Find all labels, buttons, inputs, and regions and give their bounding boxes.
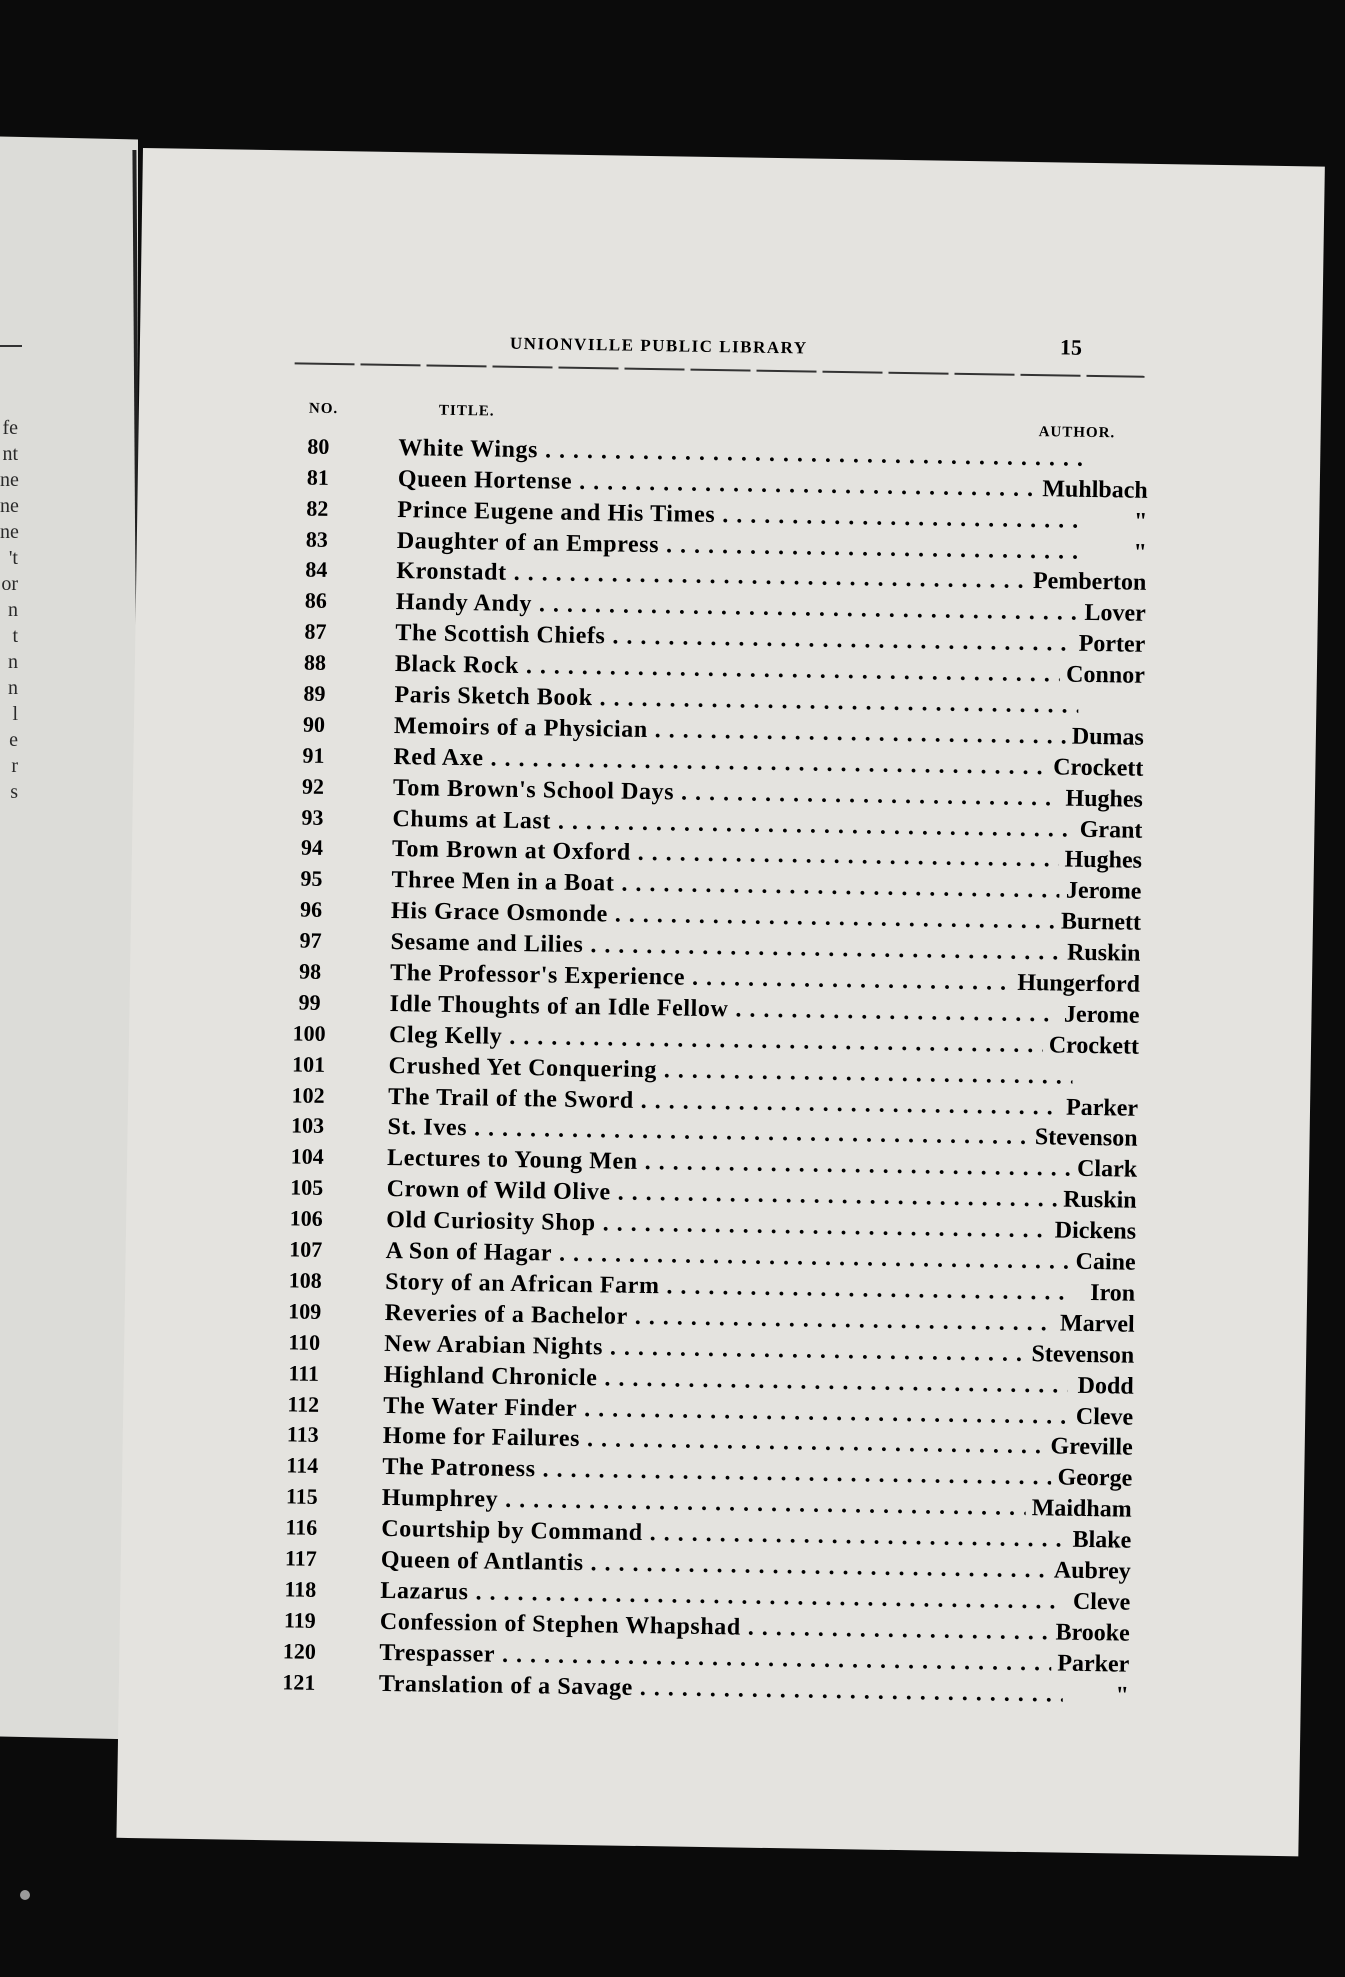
entry-author: Grant <box>1074 814 1143 845</box>
entry-author: Ruskin <box>1057 1185 1137 1216</box>
entry-author: Lover <box>1078 598 1146 629</box>
entry-number: 88 <box>303 649 327 676</box>
entry-title-text: Reveries of a Bachelor <box>384 1299 629 1330</box>
left-page-fragment: n <box>8 651 18 673</box>
entry-title-text: Crown of Wild Olive <box>386 1176 611 1206</box>
entry-title-text: Crushed Yet Conquering <box>388 1052 658 1083</box>
entry-author: Dickens <box>1049 1216 1137 1247</box>
entry-number: 91 <box>302 742 325 768</box>
entry-title-text: The Professor's Experience <box>389 960 686 991</box>
entry-author: Muhlbach <box>1036 474 1148 506</box>
entry-title-text: Black Rock <box>394 651 520 680</box>
entry-number: 111 <box>288 1360 320 1386</box>
entry-title-text: Handy Andy <box>395 589 533 618</box>
entry-title-text: Prince Eugene and His Times <box>397 496 716 528</box>
entry-number: 89 <box>303 680 326 706</box>
entry-author: Dumas <box>1066 721 1144 752</box>
entry-author: Cleve <box>1067 1401 1133 1432</box>
entry-number: 93 <box>301 804 324 830</box>
left-page-fragment: n <box>8 677 18 699</box>
left-page-fragment: nt <box>2 443 18 465</box>
left-page-fragment: fe <box>2 417 18 439</box>
entry-author: Stevenson <box>1029 1123 1138 1155</box>
entry-author: Porter <box>1072 629 1145 660</box>
entry-title-text: Chums at Last <box>392 805 552 835</box>
entry-title-text: Lectures to Young Men <box>386 1145 638 1176</box>
entry-number: 100 <box>292 1020 326 1046</box>
entry-number: 90 <box>302 711 326 737</box>
entry-title-text: Three Men in a Boat <box>391 867 615 897</box>
entry-author: Crockett <box>1043 1030 1140 1062</box>
entry-author: Clark <box>1071 1154 1137 1185</box>
entry-number: 112 <box>287 1390 320 1417</box>
left-page-fragment: 't <box>8 547 18 569</box>
entry-title-text: Confession of Stephen Whapshad <box>379 1608 742 1641</box>
entry-number: 99 <box>298 989 321 1015</box>
entry-title-text: Queen Hortense <box>397 465 573 495</box>
entry-title-text: Idle Thoughts of an Idle Fellow <box>389 990 729 1023</box>
entry-number: 82 <box>306 495 329 521</box>
left-page-fragment: or <box>1 573 18 595</box>
entry-title-text: His Grace Osmonde <box>390 898 609 928</box>
entry-number: 116 <box>285 1514 318 1540</box>
entry-number: 92 <box>301 773 325 799</box>
entry-author: Parker <box>1051 1648 1129 1679</box>
entry-number: 110 <box>288 1329 321 1355</box>
entry-author: George <box>1051 1463 1132 1494</box>
entry-number: 81 <box>306 464 330 490</box>
entry-author: Hungerford <box>1011 968 1140 1000</box>
catalog-entries <box>249 430 1149 1710</box>
entry-title-text: Sesame and Lilies <box>390 929 584 959</box>
header-rule <box>295 362 1145 377</box>
entry-author: Iron <box>1069 1278 1135 1309</box>
entry-number: 109 <box>288 1298 322 1324</box>
entry-author: Connor <box>1060 660 1145 691</box>
entry-number: 86 <box>304 587 328 614</box>
entry-title-text: Queen of Antlantis <box>380 1546 584 1577</box>
entry-number: 107 <box>289 1236 323 1262</box>
entry-author: " <box>1081 505 1147 536</box>
entry-number: 121 <box>282 1668 316 1695</box>
left-page-fragment: r <box>11 755 18 777</box>
entry-author: Caine <box>1069 1247 1135 1278</box>
left-page-fragment: n <box>8 599 18 621</box>
entry-title-text: Story of an African Farm <box>385 1268 660 1300</box>
entry-title-text: Paris Sketch Book <box>394 682 593 712</box>
entry-title-text: Translation of a Savage <box>378 1670 634 1701</box>
entry-author: Brooke <box>1049 1617 1130 1648</box>
entry-number: 119 <box>283 1607 316 1633</box>
entry-number: 103 <box>290 1112 325 1139</box>
entry-title-text: White Wings <box>398 434 539 464</box>
left-page-fragment: t <box>12 625 18 647</box>
entry-number: 120 <box>282 1638 317 1664</box>
entry-title-text: Cleg Kelly <box>388 1021 503 1050</box>
entry-number: 102 <box>291 1082 325 1108</box>
entry-author: Ruskin <box>1061 938 1141 969</box>
entry-title-text: New Arabian Nights <box>384 1330 604 1361</box>
entry-author: Pemberton <box>1027 566 1147 598</box>
entry-number: 80 <box>307 433 330 459</box>
entry-number: 104 <box>290 1143 324 1170</box>
entry-title-text: Trespasser <box>379 1639 496 1668</box>
entry-number: 83 <box>305 526 329 552</box>
entry-author: Parker <box>1060 1092 1138 1123</box>
entry-author: Stevenson <box>1025 1339 1134 1371</box>
entry-title-text: Tom Brown at Oxford <box>391 836 631 867</box>
entry-title-text: The Scottish Chiefs <box>395 620 606 650</box>
entry-title-text: Old Curiosity Shop <box>385 1207 596 1237</box>
entry-author: Hughes <box>1059 783 1143 814</box>
entry-title-text: Memoirs of a Physician <box>393 712 648 743</box>
left-page-fragment: s <box>10 781 18 803</box>
column-header-title: TITLE. <box>438 402 495 420</box>
entry-author: Cleve <box>1064 1586 1130 1617</box>
column-header-author: AUTHOR. <box>1038 424 1116 442</box>
entry-author: Jerome <box>1058 999 1140 1030</box>
entry-title-text: Humphrey <box>381 1485 499 1513</box>
entry-title-text: Lazarus <box>380 1577 469 1606</box>
entry-number: 94 <box>300 835 324 861</box>
left-page-fragment: ne <box>0 521 19 543</box>
entry-title-text: Red Axe <box>393 743 484 772</box>
entry-title-text: St. Ives <box>387 1114 468 1142</box>
column-header-no: NO. <box>308 400 339 418</box>
entry-number: 114 <box>286 1452 319 1479</box>
scan-speck <box>20 1890 30 1900</box>
entry-author: Blake <box>1065 1525 1131 1556</box>
entry-number: 113 <box>286 1421 319 1448</box>
entry-number: 95 <box>300 865 323 892</box>
entry-author: Dodd <box>1067 1370 1133 1401</box>
entry-author: " <box>1063 1679 1129 1710</box>
catalog-page <box>116 148 1324 1856</box>
left-page-text-fragments <box>0 415 138 805</box>
left-page-rule <box>0 345 22 347</box>
entry-title-text: Tom Brown's School Days <box>392 774 675 806</box>
entry-author: Marvel <box>1054 1308 1135 1339</box>
entry-number: 101 <box>291 1051 326 1077</box>
entry-title-text: The Patroness <box>382 1454 536 1483</box>
left-page-fragment: e <box>9 729 18 751</box>
entry-title-text: A Son of Hagar <box>385 1237 553 1267</box>
entry-number: 105 <box>289 1174 324 1201</box>
entry-title-text: The Water Finder <box>383 1392 578 1422</box>
entry-author: Maidham <box>1025 1493 1131 1525</box>
entry-number: 106 <box>289 1205 323 1232</box>
entry-title-text: Courtship by Command <box>381 1515 643 1547</box>
left-page-edge <box>0 137 138 1740</box>
entry-number: 97 <box>299 927 322 954</box>
entry-number: 117 <box>284 1545 317 1571</box>
entry-author: Aubrey <box>1048 1555 1131 1586</box>
entry-author: Crockett <box>1047 752 1144 784</box>
entry-number: 118 <box>284 1576 317 1602</box>
entry-number: 87 <box>304 618 327 645</box>
entry-title-text: Highland Chronicle <box>383 1361 598 1391</box>
left-page-fragment: l <box>12 703 18 725</box>
entry-author: " <box>1081 536 1147 567</box>
entry-title-text: Kronstadt <box>396 558 507 587</box>
entry-number: 96 <box>299 896 323 923</box>
entry-title-text: Daughter of an Empress <box>396 527 660 558</box>
left-page-fragment: ne <box>0 469 19 491</box>
entry-number: 84 <box>305 557 328 583</box>
page-number: 15 <box>1059 334 1083 360</box>
entry-author: Hughes <box>1058 845 1142 876</box>
entry-number: 115 <box>285 1483 318 1510</box>
entry-number: 108 <box>288 1267 322 1293</box>
entry-author: Greville <box>1044 1432 1133 1463</box>
left-page-fragment: ne <box>0 495 19 517</box>
entry-number: 98 <box>298 958 322 984</box>
running-head: UNIONVILLE PUBLIC LIBRARY <box>509 333 808 358</box>
entry-author: Jerome <box>1060 876 1142 907</box>
entry-author: Burnett <box>1055 907 1141 938</box>
entry-title-text: The Trail of the Sword <box>387 1083 634 1114</box>
entry-title-text: Home for Failures <box>382 1423 581 1453</box>
